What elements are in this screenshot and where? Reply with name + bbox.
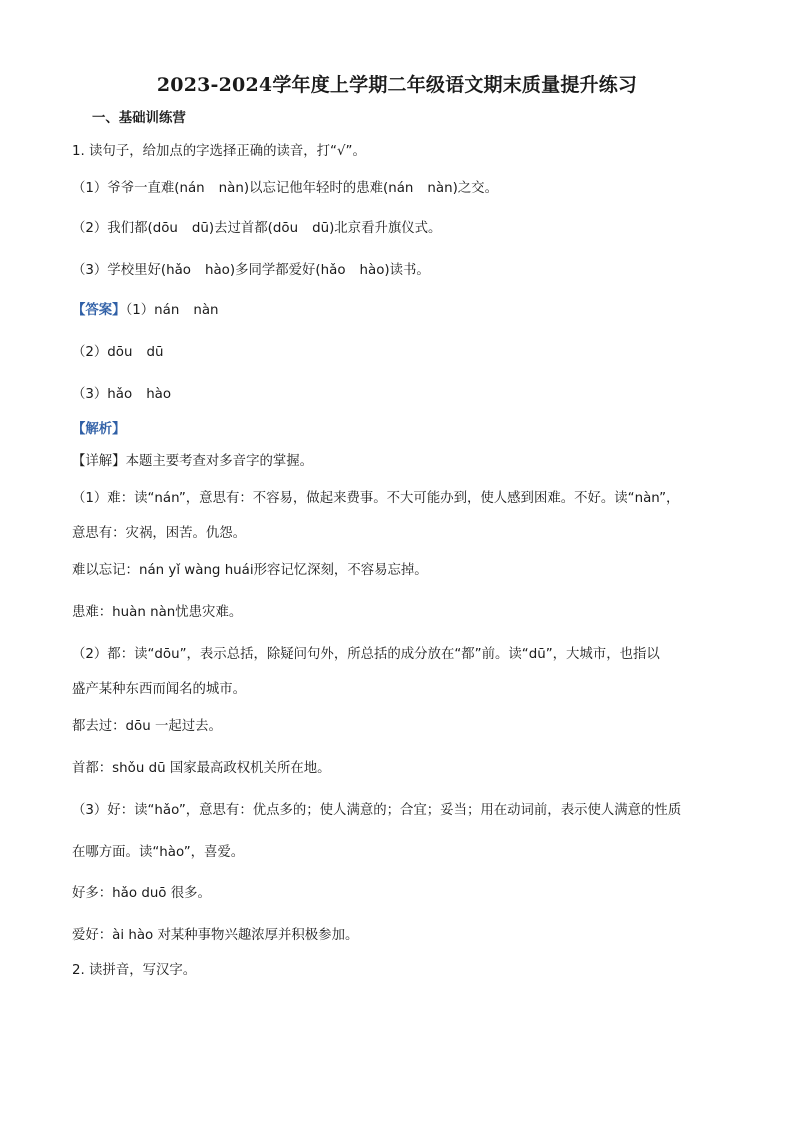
detail-3-line-d: 爱好：ài hào 对某种事物兴趣浓厚并积极参加。 xyxy=(72,928,359,943)
section-heading: 一、基础训练营 xyxy=(92,111,186,126)
detail-3-line-a: （3）好：读“hǎo”，意思有：优点多的；使人满意的；合宜；妥当；用在动词前，表示使人满意的性质 xyxy=(72,803,682,818)
answer-1-second: nàn xyxy=(193,303,219,318)
detail-text: 本题主要考查对多音字的掌握。 xyxy=(125,454,314,469)
detail-1-line-d: 患难：huàn nàn忧患灾难。 xyxy=(72,605,243,620)
detail-2-line-c: 都去过：dōu 一起过去。 xyxy=(72,719,222,734)
detail-3-line-b: 在哪方面。读“hào”，喜爱。 xyxy=(72,845,245,860)
detail-2-line-b: 盛产某种东西而闻名的城市。 xyxy=(72,682,247,697)
answer-line-3 xyxy=(72,386,171,404)
detail-1-line-b: 意思有：灾祸，困苦。仇怨。 xyxy=(72,526,247,541)
question-2-prompt: 2. 读拼音，写汉字。 xyxy=(72,963,197,978)
sentence-2-part-2: dū)去过首都(dōu xyxy=(191,221,299,236)
answer-3-second: hào xyxy=(146,387,172,402)
detail-1-line-c: 难以忘记：nán yǐ wàng huái形容记忆深刻，不容易忘掉。 xyxy=(72,563,428,578)
detail-2-line-d: 首都：shǒu dū 国家最高政权机关所在地。 xyxy=(72,761,331,776)
sentence-3-part-2: hào)多同学都爱好(hǎo xyxy=(204,263,346,278)
question-1-sentence-3 xyxy=(72,262,430,280)
answer-line-1 xyxy=(72,302,219,320)
answer-2-second: dū xyxy=(146,345,164,360)
sentence-1-part-3: nàn)之交。 xyxy=(427,181,498,196)
answer-tag: 【答案】 xyxy=(72,303,126,318)
sentence-3-part-3: hào)读书。 xyxy=(359,263,430,278)
question-1-sentence-1 xyxy=(72,180,498,198)
page-title: 2023-2024学年度上学期二年级语文期末质量提升练习 xyxy=(156,74,638,96)
sentence-3-part-1: （3）学校里好(hǎo xyxy=(72,263,191,278)
analysis-tag: 【解析】 xyxy=(72,422,126,437)
detail-line xyxy=(72,453,313,471)
sentence-2-part-3: dū)北京看升旗仪式。 xyxy=(312,221,442,236)
answer-2-first: （2）dōu xyxy=(72,345,133,360)
detail-2-line-a: （2）都：读“dōu”，表示总括，除疑问句外，所总括的成分放在“都”前。读“dū”，大城市，也指以 xyxy=(72,647,660,662)
question-1-prompt: 1. 读句子，给加点的字选择正确的读音，打“√”。 xyxy=(72,144,366,159)
detail-tag: 【详解】 xyxy=(72,454,126,469)
answer-3-first: （3）hǎo xyxy=(72,387,133,402)
detail-1-line-a: （1）难：读“nán”，意思有：不容易，做起来费事。不大可能办到，使人感到困难。不好。读“nàn”， xyxy=(72,491,680,506)
question-1-sentence-2 xyxy=(72,220,441,238)
sentence-2-part-1: （2）我们都(dōu xyxy=(72,221,178,236)
sentence-1-part-2: nàn)以忘记他年轻时的患难(nán xyxy=(218,181,414,196)
sentence-1-part-1: （1）爷爷一直难(nán xyxy=(72,181,205,196)
answer-1-first: （1）nán xyxy=(125,303,180,318)
answer-line-2 xyxy=(72,344,163,362)
detail-3-line-c: 好多：hǎo duō 很多。 xyxy=(72,886,211,901)
